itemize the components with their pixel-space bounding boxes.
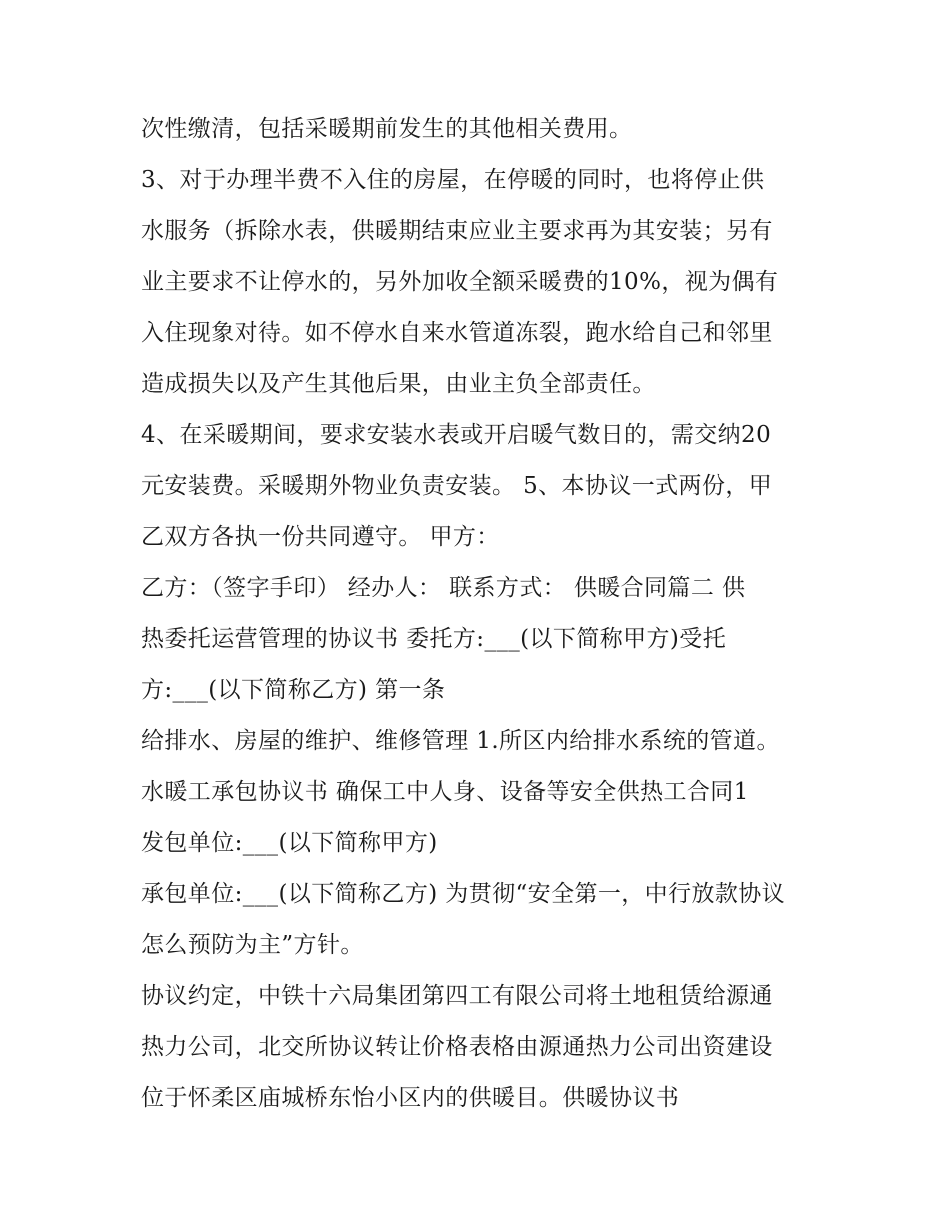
text-line: 怎么预防为主”方针。 — [141, 932, 364, 958]
text-line: 热力公司，北交所协议转让价格表格由源通热力公司出资建设 — [141, 1034, 773, 1060]
text-line: 位于怀柔区庙城桥东怡小区内的供暖目。供暖协议书 — [141, 1085, 680, 1111]
text-line: 水服务（拆除水表，供暖期结束应业主要求再为其安装；另有 — [141, 218, 773, 244]
text-line: 热委托运营管理的协议书 委托方:___(以下简称甲方)受托 — [141, 626, 727, 652]
text-line: 业主要求不让停水的，另外加收全额采暖费的10%，视为偶有 — [141, 269, 779, 295]
text-line: 次性缴清，包括采暖期前发生的其他相关费用。 — [141, 116, 633, 142]
text-line: 方:___(以下简称乙方) 第一条 — [141, 677, 446, 703]
text-line: 发包单位:___(以下简称甲方) — [141, 830, 438, 856]
text-line: 4、在采暖期间，要求安装水表或开启暖气数日的，需交纳20 — [141, 422, 772, 448]
text-line: 协议约定，中铁十六局集团第四工有限公司将土地租赁给源通 — [141, 983, 773, 1009]
document-body — [141, 104, 831, 1124]
text-line: 水暖工承包协议书 确保工中人身、设备等安全供热工合同1 — [141, 779, 749, 805]
text-line: 承包单位:___(以下简称乙方) 为贯彻“安全第一，中行放款协议 — [141, 881, 786, 907]
text-line: 给排水、房屋的维护、维修管理 1.所区内给排水系统的管道。 — [141, 728, 780, 754]
text-line: 乙方：（签字手印） 经办人： 联系方式： 供暖合同篇二 供 — [141, 575, 746, 601]
text-line: 3、对于办理半费不入住的房屋，在停暖的同时，也将停止供 — [141, 167, 765, 193]
text-line: 造成损失以及产生其他后果，由业主负全部责任。 — [141, 371, 656, 397]
text-line: 元安装费。采暖期外物业负责安装。 5、本协议一式两份，甲 — [141, 473, 773, 499]
text-line: 乙双方各执一份共同遵守。 甲方： — [141, 524, 500, 550]
text-line: 入住现象对待。如不停水自来水管道冻裂，跑水给自己和邻里 — [141, 320, 773, 346]
